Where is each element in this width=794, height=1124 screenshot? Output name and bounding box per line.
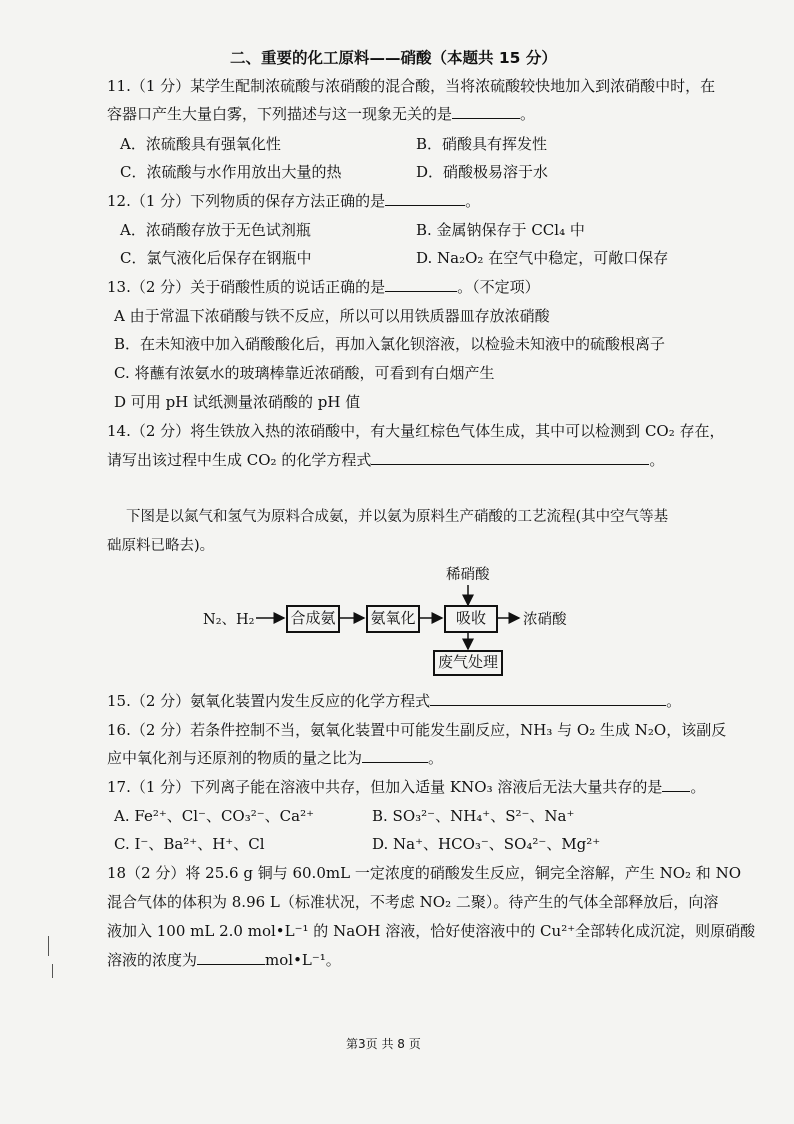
- q17-option-c: C. I⁻、Ba²⁺、H⁺、Cl: [114, 835, 265, 853]
- flow-input-label: N₂、H₂: [203, 612, 255, 628]
- flow-box-ammonia-oxidation: 氨氧化: [366, 605, 420, 633]
- q15-answer-blank[interactable]: [430, 691, 666, 706]
- q15-stem: 15.（2 分）氨氧化装置内发生反应的化学方程式: [107, 692, 431, 710]
- q11-stem: 容器口产生大量白雾，下列描述与这一现象无关的是: [107, 105, 453, 123]
- margin-mark: [48, 936, 49, 956]
- q17-answer-blank[interactable]: [662, 777, 690, 792]
- page-footer: 第3页 共 8 页: [346, 1037, 421, 1051]
- q12-option-a: A．浓硝酸存放于无色试剂瓶: [120, 221, 311, 239]
- flow-box-waste-treatment: 废气处理: [433, 650, 503, 676]
- q17-option-b: B. SO₃²⁻、NH₄⁺、S²⁻、Na⁺: [372, 807, 575, 825]
- flow-box-absorption: 吸收: [444, 605, 498, 633]
- q18-unit: mol•L⁻¹。: [265, 951, 341, 969]
- margin-mark: [52, 964, 53, 978]
- q17-option-a: A. Fe²⁺、Cl⁻、CO₃²⁻、Ca²⁺: [114, 807, 315, 825]
- q18-line1: 18（2 分）将 25.6 g 铜与 60.0mL 一定浓度的硝酸发生反应，铜完全溶解，产生 NO₂ 和 NO: [107, 864, 741, 882]
- q13-option-b: B．在未知液中加入硝酸酸化后，再加入氯化钡溶液，以检验未知液中的硫酸根离子: [114, 335, 666, 353]
- q13-option-d: D 可用 pH 试纸测量浓硝酸的 pH 值: [114, 393, 361, 411]
- flow-top-input-label: 稀硝酸: [446, 567, 490, 583]
- q17-line: [107, 777, 705, 797]
- section-title: 二、重要的化工原料——硝酸（本题共 15 分）: [230, 49, 557, 67]
- q11-option-d: D．硝酸极易溶于水: [416, 163, 549, 181]
- q18-line3: 液加入 100 mL 2.0 mol•L⁻¹ 的 NaOH 溶液，恰好使溶液中的 Cu²⁺全部转化成沉淀，则原硝酸: [107, 922, 756, 940]
- q14-end: 。: [649, 451, 665, 469]
- q14-stem: 请写出该过程中生成 CO₂ 的化学方程式: [107, 451, 372, 469]
- q16-line1: 16.（2 分）若条件控制不当，氨氧化装置中可能发生副反应，NH₃ 与 O₂ 生成 N₂O，该副反: [107, 721, 727, 739]
- q12-stem: 12.（1 分）下列物质的保存方法正确的是: [107, 192, 386, 210]
- q12-option-b: B. 金属钠保存于 CCl₄ 中: [416, 221, 585, 239]
- q13-option-c: C. 将蘸有浓氨水的玻璃棒靠近浓硝酸，可看到有白烟产生: [114, 364, 495, 382]
- q17-stem: 17.（1 分）下列离子能在溶液中共存，但加入适量 KNO₃ 溶液后无法大量共存的是: [107, 778, 663, 796]
- q16-answer-blank[interactable]: [362, 748, 428, 763]
- q15-line: [107, 691, 681, 711]
- flow-box-ammonia-synthesis: 合成氨: [286, 605, 340, 633]
- q14-line1: 14.（2 分）将生铁放入热的浓硝酸中，有大量红棕色气体生成，其中可以检测到 CO₂ 存在，: [107, 422, 725, 440]
- q18-line4: [107, 950, 341, 970]
- q18-stem: 溶液的浓度为: [107, 951, 198, 969]
- q17-option-d: D. Na⁺、HCO₃⁻、SO₄²⁻、Mg²⁺: [372, 835, 601, 853]
- q11-option-c: C．浓硫酸与水作用放出大量的热: [120, 163, 342, 181]
- q11-line1: 11.（1 分）某学生配制浓硫酸与浓硝酸的混合酸，当将浓硫酸较快地加入到浓硝酸中时，在: [107, 77, 716, 95]
- q16-line2: [107, 748, 443, 768]
- q17-end: 。: [690, 778, 706, 796]
- q13-end: 。（不定项）: [457, 278, 540, 296]
- q12-option-c: C．氯气液化后保存在钢瓶中: [120, 249, 312, 267]
- q12-end: 。: [465, 192, 481, 210]
- q16-end: 。: [428, 749, 444, 767]
- intro-line2: 础原料已略去)。: [107, 538, 215, 554]
- q18-line2: 混合气体的体积为 8.96 L（标准状况，不考虑 NO₂ 二聚）。待产生的气体全部释放后，向溶: [107, 893, 719, 911]
- q13-stem: 13.（2 分）关于硝酸性质的说话正确的是: [107, 278, 386, 296]
- q15-end: 。: [666, 692, 682, 710]
- q11-end: 。: [520, 105, 536, 123]
- q11-option-b: B．硝酸具有挥发性: [416, 135, 548, 153]
- q13-option-a: A 由于常温下浓硝酸与铁不反应，所以可以用铁质器皿存放浓硝酸: [114, 307, 550, 325]
- q16-stem: 应中氧化剂与还原剂的物质的量之比为: [107, 749, 363, 767]
- intro-line1: 下图是以氮气和氢气为原料合成氨，并以氨为原料生产硝酸的工艺流程(其中空气等基: [126, 509, 669, 525]
- flow-output-label: 浓硝酸: [523, 612, 567, 628]
- q18-answer-blank[interactable]: [197, 950, 265, 965]
- q11-option-a: A．浓硫酸具有强氧化性: [120, 135, 281, 153]
- q12-option-d: D. Na₂O₂ 在空气中稳定，可敞口保存: [416, 249, 669, 267]
